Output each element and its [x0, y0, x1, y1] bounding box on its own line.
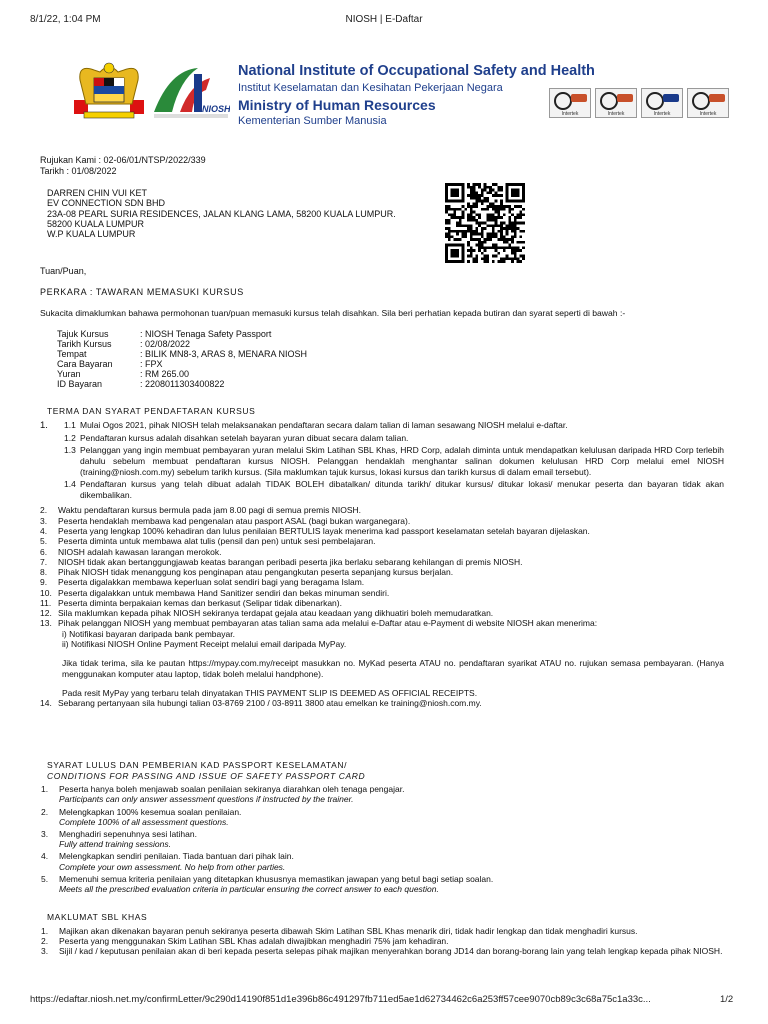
term-subitem: 1.1 Mulai Ogos 2021, pihak NIOSH telah melaksanakan pendaftaran secara dalam talian di laman sesawang NIOSH melalui e-daftar.: [64, 420, 568, 430]
term-text: i) Notifikasi bayaran daripada bank pembayar.: [62, 628, 235, 639]
svg-text:NIOSH: NIOSH: [202, 104, 230, 114]
term-subitem: 1.4 Pendaftaran kursus yang telah dibuat adalah TIDAK BOLEH dibatalkan/ ditunda tarikh/ ditukar kursus/ ditukar lokasi/ menukar peserta dan bayaran tidak akan dikembalikan.: [64, 479, 724, 500]
org-name-ms: Institut Keselamatan dan Kesihatan Pekerjaan Negara: [238, 82, 503, 95]
condition-item: 3. Menghadiri sepenuhnya sesi latihan. Fully attend training sessions.: [41, 829, 197, 850]
term-item: 10. Peserta digalakkan untuk membawa Hand Sanitizer sendiri dan bekas minuman sendiri.: [40, 587, 390, 598]
terms-list: [40, 420, 724, 708]
addressee-line: 23A-08 PEARL SURIA RESIDENCES, JALAN KLANG LAMA, 58200 KUALA LUMPUR.: [47, 208, 396, 219]
intro-paragraph: Sukacita dimaklumkan bahawa permohonan tuan/puan memasuki kursus telah disahkan. Sila beri perhatian kepada butiran dan syarat seperti di bawah :-: [40, 308, 626, 318]
term-item: 11. Peserta diminta berpakaian kemas dan berkasut (Selipar tidak dibenarkan).: [40, 597, 342, 608]
print-datetime: 8/1/22, 1:04 PM: [30, 14, 101, 25]
term-item: 6. NIOSH adalah kawasan larangan merokok.: [40, 546, 222, 557]
certification-badges: [545, 88, 729, 121]
course-field-value: : FPX: [140, 359, 163, 370]
subject-line: PERKARA : TAWARAN MEMASUKI KURSUS: [40, 287, 244, 297]
course-details: [57, 329, 307, 389]
course-field-value: : 02/08/2022: [140, 339, 191, 350]
reference-number: Rujukan Kami : 02-06/01/NTSP/2022/339: [40, 155, 206, 165]
term-item: 13. Pihak pelanggan NIOSH yang membuat pembayaran atas talian sama ada melalui e-Daftar atau e-Payment di website NIOSH akan menerima: i) Notifikasi bayaran daripada bank pembayar. ii) Notifikasi NIOSH Online Payment Receipt melalui email daripada MyPay. Jika tidak terima, sila ke pautan https://mypay.com.my/receipt masukkan no. MyKad peserta ATAU no. pendaftaran syarikat ATAU no. rujukan semasa pembayaran. (Hanya menggunakan komputer atau laptop, tidak boleh melalui handphone). Pada resit MyPay yang terbaru telah dinyatakan THIS PAYMENT SLIP IS DEEMED AS OFFICIAL RECEIPTS.: [40, 618, 724, 698]
intertek-badge: Intertek: [549, 88, 591, 118]
term-item: 7. NIOSH tidak akan bertanggungjawab keatas barangan peribadi peserta jika berlaku sebarang kehilangan di premis NIOSH.: [40, 556, 523, 567]
intertek-badge: Intertek: [687, 88, 729, 118]
print-title: NIOSH | E-Daftar: [345, 14, 423, 25]
conditions-section: [41, 760, 727, 894]
term-item: 9. Peserta digalakkan membawa keperluan solat sendiri bagi yang beragama Islam.: [40, 577, 365, 588]
term-item: 14. Sebarang pertanyaan sila hubungi talian 03-8769 2100 / 03-8911 3800 atau emelkan ke training@niosh.com.my.: [40, 698, 482, 709]
sbl-section: [41, 912, 727, 956]
course-field-label: Tarikh Kursus: [57, 339, 112, 350]
sbl-item: 1. Majikan akan dikenakan bayaran penuh sekiranya peserta dibawah Skim Latihan SBL Khas menarik diri, tidak hadir lengkap dan tidak menghadiri kursus.: [41, 925, 638, 936]
term-subitem: 1.3 Pelanggan yang ingin membuat pembayaran yuran melalui Skim Latihan SBL Khas, HRD Corp, adalah diminta untuk mendapatkan kelulusan daripada HRD Corp terlebih dahulu sebelum membuat pendaftaran kursus NIOSH. Pelanggan hendaklah menghantar salinan dokumen kelulusan HRD Corp melalui emel NIOSH (training@niosh.com.my) sebelum tarikh kursus. (Sila maklumkan tajuk kursus, lokasi kursus dan tarikh kursus di dalam email tersebut).: [64, 445, 724, 477]
term-item: 2. Waktu pendaftaran kursus bermula pada jam 8.00 pagi di semua premis NIOSH.: [40, 505, 361, 516]
niosh-logo: [150, 60, 230, 122]
term-item: 5. Peserta diminta untuk membawa alat tulis (pensil dan pen) untuk sesi pembelajaran.: [40, 536, 376, 547]
condition-item: 4. Melengkapkan sendiri penilaian. Tiada bantuan dari pihak lain. Complete your own assessment. No help from other parties.: [41, 851, 294, 872]
term-text: ii) Notifikasi NIOSH Online Payment Receipt melalui email daripada MyPay.: [62, 639, 347, 650]
addressee-line: 58200 KUALA LUMPUR: [47, 219, 145, 230]
malaysia-coat-of-arms-logo: [70, 60, 148, 122]
sbl-item: 2. Peserta yang menggunakan Skim Latihan SBL Khas adalah diwajibkan menghadiri 75% jam kehadiran.: [41, 935, 449, 946]
print-url: https://edaftar.niosh.net.my/confirmLetter/9c290d14190f851d1e396b86c491297fb711ed5ae1d62734462c6a253ff57cee9070cb89c3c68a75c1a33c...: [30, 994, 651, 1005]
term-text: Jika tidak terima, sila ke pautan https://mypay.com.my/receipt masukkan no. MyKad peserta ATAU no. pendaftaran syarikat ATAU no. rujukan semasa pembayaran. (Hanya menggunakan komputer atau laptop, tidak boleh melalui handphone).: [62, 658, 724, 679]
addressee-line: DARREN CHIN VUI KET: [47, 188, 148, 198]
course-field-value: : RM 265.00: [140, 369, 190, 380]
term-text: Pada resit MyPay yang terbaru telah dinyatakan THIS PAYMENT SLIP IS DEEMED AS OFFICIAL RECEIPTS.: [62, 687, 478, 698]
course-field-label: Tempat: [57, 349, 87, 360]
qr-code: [445, 183, 525, 263]
intertek-badge: Intertek: [641, 88, 683, 118]
course-field-label: Yuran: [57, 369, 81, 380]
term-item: 3. Peserta hendaklah membawa kad pengenalan atau pasport ASAL (bagi bukan warganegara).: [40, 515, 411, 526]
ministry-name-ms: Kementerian Sumber Manusia: [238, 115, 387, 128]
course-field-value: : NIOSH Tenaga Safety Passport: [140, 329, 272, 339]
intertek-badge: Intertek: [595, 88, 637, 118]
course-field-label: Tajuk Kursus: [57, 329, 109, 339]
addressee-line: EV CONNECTION SDN BHD: [47, 198, 166, 209]
course-field-value: : BILIK MN8-3, ARAS 8, MENARA NIOSH: [140, 349, 308, 360]
course-field-value: : 2208011303400822: [140, 379, 225, 390]
course-field-label: ID Bayaran: [57, 379, 103, 390]
addressee-line: W.P KUALA LUMPUR: [47, 229, 136, 240]
term-item: 12. Sila maklumkan kepada pihak NIOSH sekiranya terdapat gejala atau keadaan yang dikhuatiri boleh memudaratkan.: [40, 608, 494, 619]
salutation: Tuan/Puan,: [40, 266, 87, 276]
sbl-title: MAKLUMAT SBL KHAS: [47, 912, 148, 922]
condition-item: 1. Peserta hanya boleh menjawab soalan penilaian sekiranya diarahkan oleh tenaga pengajar. Participants can only answer assessment questions if instructed by the trainer.: [41, 784, 405, 805]
condition-item: 2. Melengkapkan 100% kesemua soalan penilaian. Complete 100% of all assessment questions.: [41, 806, 242, 827]
term-item: 1. 1.1 Mulai Ogos 2021, pihak NIOSH telah melaksanakan pendaftaran secara dalam talian di laman sesawang NIOSH melalui e-daftar. 1.2 Pendaftaran kursus adalah disahkan setelah bayaran yuran dibuat secara dalam talian. 1.3 Pelanggan yang ingin membuat pembayaran yuran melalui Skim Latihan SBL Khas, HRD Corp, adalah diminta untuk mendapatkan kelulusan daripada HRD Corp terlebih dahulu sebelum membuat pendaftaran kursus NIOSH. Pelanggan hendaklah menghantar salinan dokumen kelulusan HRD Corp melalui emel NIOSH (training@niosh.com.my) sebelum tarikh kursus. (Sila maklumkan tajuk kursus, lokasi kursus dan tarikh kursus di dalam email tersebut). 1.4 Pendaftaran kursus yang telah dibuat adalah TIDAK BOLEH dibatalkan/ ditunda tarikh/ ditukar kursus/ ditukar lokasi/ menukar peserta dan bayaran tidak akan dikembalikan.: [40, 420, 724, 500]
sbl-item: 3. Sijil / kad / keputusan penilaian akan di beri kepada peserta selepas pihak majikan menyerahkan borang JD14 dan borang-borang lain yang telah lengkap kepada pihak NIOSH.: [41, 946, 723, 956]
term-subitem: 1.2 Pendaftaran kursus adalah disahkan setelah bayaran yuran dibuat secara dalam talian.: [64, 432, 409, 443]
ministry-name-en: Ministry of Human Resources: [238, 96, 436, 113]
letter-date: Tarikh : 01/08/2022: [40, 166, 117, 177]
print-page-number: 1/2: [720, 994, 734, 1005]
addressee-block: [47, 188, 396, 240]
term-item: 4. Peserta yang lengkap 100% kehadiran dan lulus penilaian BERTULIS layak menerima kad passport keselamatan setelah bayaran dijelaskan.: [40, 525, 590, 536]
org-name-en: National Institute of Occupational Safety and Health: [238, 63, 595, 79]
terms-title: TERMA DAN SYARAT PENDAFTARAN KURSUS: [47, 406, 256, 416]
term-item: 8. Pihak NIOSH tidak menanggung kos penginapan atau pengangkutan peserta sepanjang kursus berjalan.: [40, 567, 454, 578]
conditions-title-en: CONDITIONS FOR PASSING AND ISSUE OF SAFETY PASSPORT CARD: [47, 770, 366, 781]
conditions-title-ms: SYARAT LULUS DAN PEMBERIAN KAD PASSPORT KESELAMATAN/: [47, 760, 348, 770]
term-text: Pihak pelanggan NIOSH yang membuat pembayaran atas talian sama ada melalui e-Daftar atau e-Payment di website NIOSH akan menerima:: [58, 618, 598, 629]
condition-item: 5. Memenuhi semua kriteria penilaian yang ditetapkan khususnya memastikan jawapan yang betul bagi setiap soalan. Meets all the prescribed evaluation criteria in particular ensuring the correct answer to each question.: [41, 873, 494, 894]
course-field-label: Cara Bayaran: [57, 359, 113, 370]
